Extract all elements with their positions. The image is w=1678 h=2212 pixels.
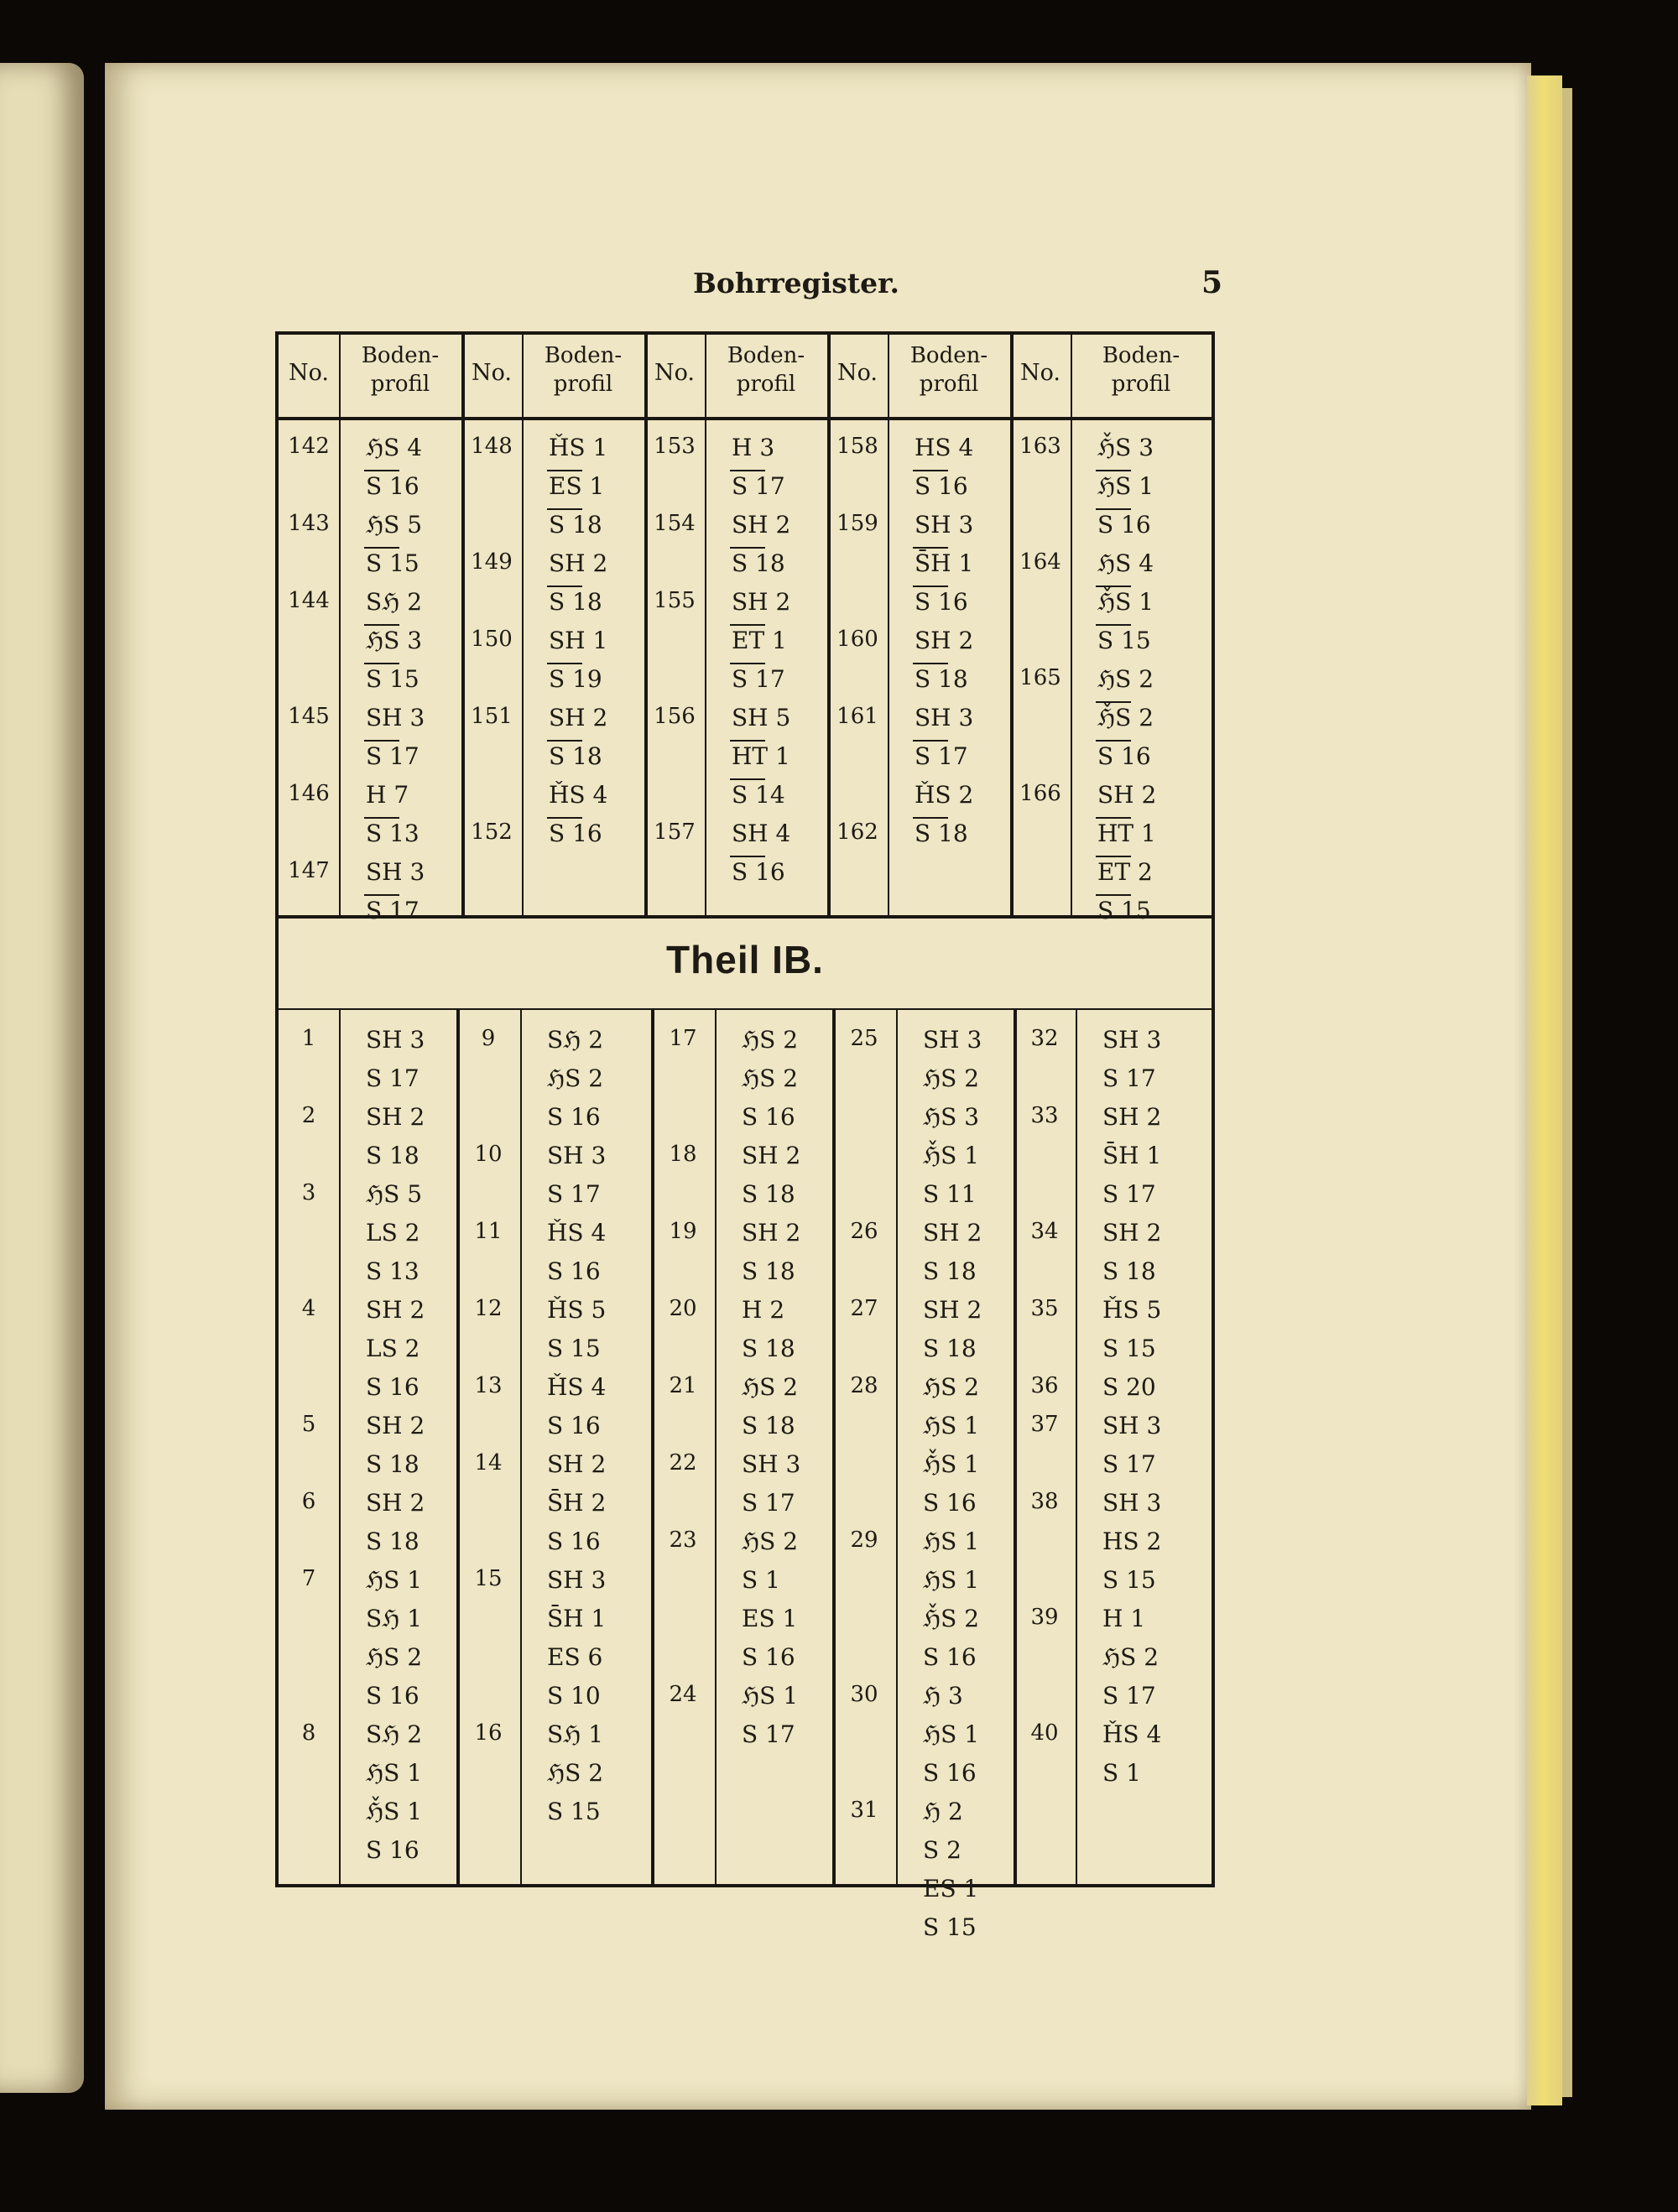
boring-number: 29 xyxy=(850,1528,878,1553)
soil-profile-entry: ES 6 xyxy=(547,1643,603,1671)
soil-profile-entry: S 18 xyxy=(742,1412,795,1439)
soil-profile-entry: ES 1 xyxy=(742,1605,798,1632)
boring-number: 38 xyxy=(1030,1489,1059,1514)
soil-profile-entry: SH 2 xyxy=(1102,1219,1162,1247)
soil-profile-entry: ℌ̌S 1 xyxy=(1097,588,1154,616)
soil-profile-entry: Sℌ 2 xyxy=(366,1720,423,1748)
soil-profile-entry: S 16 xyxy=(547,1412,601,1439)
soil-profile-entry: S 18 xyxy=(915,665,968,693)
section-rule-bottom xyxy=(279,1008,1212,1010)
soil-profile-entry: S 18 xyxy=(549,742,602,770)
soil-profile-entry: H 2 xyxy=(742,1296,785,1324)
soil-profile-entry: S 16 xyxy=(732,858,785,886)
soil-profile-entry: SH 2 xyxy=(923,1219,982,1247)
soil-profile-entry: ℌS 2 xyxy=(547,1759,604,1787)
soil-profile-entry: S 2 xyxy=(923,1836,961,1864)
boring-number: 146 xyxy=(288,781,330,806)
soil-profile-entry: S 17 xyxy=(1102,1450,1156,1478)
soil-profile-entry: SH 2 xyxy=(366,1489,425,1517)
soil-profile-entry: S 14 xyxy=(732,781,785,809)
soil-profile-entry: ℌS 5 xyxy=(366,1180,423,1208)
soil-profile-entry: S 15 xyxy=(366,665,420,693)
boring-number: 12 xyxy=(474,1296,503,1321)
soil-profile-entry: H 1 xyxy=(1102,1605,1146,1632)
soil-profile-entry: SH 3 xyxy=(547,1142,607,1169)
soil-profile-entry: SH 2 xyxy=(742,1142,801,1169)
soil-profile-entry: S 16 xyxy=(923,1759,977,1787)
soil-profile-entry: S 15 xyxy=(923,1913,977,1941)
soil-profile-entry: LS 2 xyxy=(366,1219,420,1247)
soil-profile-entry: SH 2 xyxy=(549,704,608,731)
soil-profile-entry: ℌ̌S 1 xyxy=(923,1142,980,1169)
column-inner-rule xyxy=(715,1010,717,1887)
fraction-rule xyxy=(1096,470,1131,471)
soil-profile-entry: ℌS 4 xyxy=(366,434,423,461)
header-profil: Boden- profil xyxy=(544,343,623,397)
boring-number: 10 xyxy=(474,1142,503,1167)
soil-profile-entry: SH 5 xyxy=(732,704,791,731)
section-title: Theil IB. xyxy=(666,938,824,981)
soil-profile-entry: SH 2 xyxy=(732,511,791,539)
soil-profile-entry: H 7 xyxy=(366,781,409,809)
soil-profile-entry: ȞS 4 xyxy=(547,1373,607,1401)
soil-profile-entry: S 18 xyxy=(742,1180,795,1208)
boring-number: 6 xyxy=(301,1489,316,1514)
soil-profile-entry: ℌS 2 xyxy=(1097,665,1154,693)
boring-number: 34 xyxy=(1030,1219,1059,1244)
soil-profile-entry: SH 3 xyxy=(366,704,425,731)
soil-profile-entry: S 18 xyxy=(366,1528,420,1555)
soil-profile-entry: ℌS 2 xyxy=(742,1373,799,1401)
fraction-rule xyxy=(913,817,948,819)
fraction-rule xyxy=(547,663,582,664)
boring-number: 142 xyxy=(288,434,330,459)
boring-number: 155 xyxy=(654,588,696,613)
fraction-rule xyxy=(547,470,582,471)
soil-profile-entry: S 16 xyxy=(1097,511,1151,539)
soil-profile-entry: S 17 xyxy=(1102,1064,1156,1092)
boring-number: 157 xyxy=(654,820,696,845)
soil-profile-entry: S 15 xyxy=(1102,1335,1156,1362)
soil-profile-entry: S 15 xyxy=(1097,627,1151,654)
soil-profile-entry: S 18 xyxy=(1102,1257,1156,1285)
soil-profile-entry: ℌS 1 xyxy=(366,1566,423,1594)
fraction-rule xyxy=(1096,817,1131,819)
boring-number: 2 xyxy=(301,1103,316,1128)
soil-profile-entry: S 18 xyxy=(915,820,968,847)
soil-profile-entry: ȞS 2 xyxy=(915,781,974,809)
soil-profile-entry: ℌS 2 xyxy=(366,1643,423,1671)
soil-profile-entry: S 17 xyxy=(547,1180,601,1208)
fraction-rule xyxy=(547,817,582,819)
soil-profile-entry: SH 3 xyxy=(547,1566,607,1594)
column-inner-rule xyxy=(1071,335,1072,915)
soil-profile-entry: S 16 xyxy=(547,1257,601,1285)
soil-profile-entry: HT 1 xyxy=(732,742,790,770)
fraction-rule xyxy=(364,470,399,471)
boring-number: 21 xyxy=(669,1373,697,1398)
fraction-rule xyxy=(1096,586,1131,587)
soil-profile-entry: ℌS 3 xyxy=(366,627,423,654)
fraction-rule xyxy=(364,817,399,819)
soil-profile-entry: S 13 xyxy=(366,1257,420,1285)
boring-number: 23 xyxy=(669,1528,697,1553)
soil-profile-entry: S 20 xyxy=(1102,1373,1156,1401)
boring-number: 143 xyxy=(288,511,330,536)
boring-number: 22 xyxy=(669,1450,697,1476)
soil-profile-entry: ℌS 2 xyxy=(923,1064,980,1092)
soil-profile-entry: S 16 xyxy=(915,472,968,500)
fraction-rule xyxy=(547,586,582,587)
boring-number: 9 xyxy=(481,1026,496,1051)
soil-profile-entry: SH 3 xyxy=(915,511,974,539)
boring-number: 166 xyxy=(1019,781,1061,806)
soil-profile-entry: SH 3 xyxy=(1102,1489,1162,1517)
boring-number: 158 xyxy=(836,434,878,459)
boring-number: 19 xyxy=(669,1219,697,1244)
boring-number: 26 xyxy=(850,1219,878,1244)
header-no: No. xyxy=(1020,360,1060,386)
boring-number: 40 xyxy=(1030,1720,1059,1746)
soil-profile-entry: S 16 xyxy=(1097,742,1151,770)
boring-number: 151 xyxy=(471,704,513,729)
soil-profile-entry: S 16 xyxy=(366,1836,420,1864)
soil-profile-entry: S̄H 1 xyxy=(1102,1142,1162,1169)
fraction-rule xyxy=(364,740,399,742)
column-inner-rule xyxy=(1076,1010,1077,1887)
soil-profile-entry: ℌ 2 xyxy=(923,1798,963,1825)
column-inner-rule xyxy=(896,1010,898,1887)
boring-number: 161 xyxy=(836,704,878,729)
boring-number: 37 xyxy=(1030,1412,1059,1437)
boring-number: 39 xyxy=(1030,1605,1059,1630)
soil-profile-entry: Sℌ 2 xyxy=(366,588,423,616)
soil-profile-entry: ℌ̌S 1 xyxy=(923,1450,980,1478)
soil-profile-entry: Sℌ 1 xyxy=(547,1720,604,1748)
boring-number: 14 xyxy=(474,1450,503,1476)
soil-profile-entry: SH 2 xyxy=(366,1296,425,1324)
header-no: No. xyxy=(837,360,878,386)
boring-number: 149 xyxy=(471,549,513,575)
fraction-rule xyxy=(547,740,582,742)
fraction-rule xyxy=(730,663,765,664)
soil-profile-entry: S 17 xyxy=(742,1489,795,1517)
soil-profile-entry: SH 4 xyxy=(732,820,791,847)
soil-profile-entry: ℌ̌S 3 xyxy=(1097,434,1154,461)
soil-profile-entry: ET 1 xyxy=(732,627,787,654)
soil-profile-entry: S 19 xyxy=(549,665,602,693)
soil-profile-entry: ℌ̌S 2 xyxy=(923,1605,980,1632)
boring-number: 28 xyxy=(850,1373,878,1398)
boring-number: 153 xyxy=(654,434,696,459)
header-no: No. xyxy=(289,360,329,386)
soil-profile-entry: ȞS 4 xyxy=(547,1219,607,1247)
soil-profile-entry: S 16 xyxy=(547,1528,601,1555)
soil-profile-entry: S 16 xyxy=(742,1103,795,1131)
soil-profile-entry: S 16 xyxy=(549,820,602,847)
soil-profile-entry: SH 3 xyxy=(1102,1412,1162,1439)
boring-number: 15 xyxy=(474,1566,503,1591)
fraction-rule xyxy=(364,624,399,626)
soil-profile-entry: S 17 xyxy=(732,665,785,693)
boring-number: 25 xyxy=(850,1026,878,1051)
header-profil: Boden- profil xyxy=(361,343,440,397)
soil-profile-entry: S 16 xyxy=(547,1103,601,1131)
fraction-rule xyxy=(730,547,765,549)
header-no: No. xyxy=(472,360,512,386)
fraction-rule xyxy=(913,547,948,549)
soil-profile-entry: S̄H 2 xyxy=(547,1489,607,1517)
boring-number: 18 xyxy=(669,1142,697,1167)
boring-number: 159 xyxy=(836,511,878,536)
soil-profile-entry: SH 2 xyxy=(742,1219,801,1247)
soil-profile-entry: S 18 xyxy=(923,1335,977,1362)
soil-profile-entry: ℌS 2 xyxy=(742,1064,799,1092)
fraction-rule xyxy=(730,740,765,742)
fraction-rule xyxy=(913,470,948,471)
boring-number: 1 xyxy=(301,1026,316,1051)
soil-profile-entry: ȞS 4 xyxy=(1102,1720,1162,1748)
soil-profile-entry: S 15 xyxy=(1102,1566,1156,1594)
soil-profile-entry: S 16 xyxy=(366,1682,420,1710)
soil-profile-entry: S 18 xyxy=(366,1450,420,1478)
header-profil: Boden- profil xyxy=(1102,343,1180,397)
soil-profile-entry: ℌS 2 xyxy=(1102,1643,1159,1671)
soil-profile-entry: S 15 xyxy=(547,1798,601,1825)
boring-number: 8 xyxy=(301,1720,316,1746)
fraction-rule xyxy=(1096,624,1131,626)
soil-profile-entry: ℌ̌S 1 xyxy=(366,1798,423,1825)
column-inner-rule xyxy=(888,335,889,915)
soil-profile-entry: SH 3 xyxy=(1102,1026,1162,1054)
soil-profile-entry: ES 1 xyxy=(549,472,605,500)
soil-profile-entry: S 18 xyxy=(742,1257,795,1285)
soil-profile-entry: S 18 xyxy=(923,1257,977,1285)
soil-profile-entry: ℌS 2 xyxy=(923,1373,980,1401)
soil-profile-entry: S 11 xyxy=(923,1180,977,1208)
boring-number: 11 xyxy=(474,1219,503,1244)
header-profil: Boden- profil xyxy=(909,343,988,397)
soil-profile-entry: ℌS 2 xyxy=(742,1026,799,1054)
column-divider xyxy=(832,1010,836,1887)
boring-number: 164 xyxy=(1019,549,1061,575)
soil-profile-entry: S 17 xyxy=(1102,1682,1156,1710)
soil-profile-entry: LS 2 xyxy=(366,1335,420,1362)
boring-number: 13 xyxy=(474,1373,503,1398)
soil-profile-entry: SH 2 xyxy=(366,1412,425,1439)
soil-profile-entry: SH 2 xyxy=(366,1103,425,1131)
boring-number: 24 xyxy=(669,1682,697,1707)
boring-number: 20 xyxy=(669,1296,697,1321)
soil-profile-entry: S 13 xyxy=(366,820,420,847)
soil-profile-entry: SH 1 xyxy=(549,627,608,654)
soil-profile-entry: S 17 xyxy=(366,742,420,770)
boring-number: 27 xyxy=(850,1296,878,1321)
soil-profile-entry: ℌS 1 xyxy=(742,1682,799,1710)
soil-profile-entry: SH 2 xyxy=(915,627,974,654)
column-inner-rule xyxy=(520,1010,522,1887)
fraction-rule xyxy=(1096,740,1131,742)
soil-profile-entry: ℌS 1 xyxy=(1097,472,1154,500)
soil-profile-entry: ℌS 3 xyxy=(923,1103,980,1131)
soil-profile-entry: SH 2 xyxy=(547,1450,607,1478)
soil-profile-entry: S 18 xyxy=(549,588,602,616)
boring-number: 17 xyxy=(669,1026,697,1051)
fraction-rule xyxy=(547,508,582,510)
boring-number: 162 xyxy=(836,820,878,845)
boring-number: 31 xyxy=(850,1798,878,1823)
soil-profile-entry: ȞS 1 xyxy=(549,434,608,461)
soil-profile-entry: H 3 xyxy=(732,434,775,461)
fraction-rule xyxy=(730,856,765,857)
soil-profile-entry: ℌS 2 xyxy=(547,1064,604,1092)
soil-profile-entry: SH 3 xyxy=(915,704,974,731)
soil-profile-entry: S 16 xyxy=(923,1489,977,1517)
running-title: Bohrregister. xyxy=(693,267,899,299)
soil-profile-entry: HS 4 xyxy=(915,434,974,461)
column-divider xyxy=(1010,335,1014,915)
soil-profile-entry: ȞS 4 xyxy=(549,781,608,809)
soil-profile-entry: S 16 xyxy=(923,1643,977,1671)
fraction-rule xyxy=(364,894,399,896)
soil-profile-entry: S 18 xyxy=(549,511,602,539)
header-no: No. xyxy=(654,360,695,386)
boring-number: 147 xyxy=(288,858,330,883)
soil-profile-entry: S 16 xyxy=(366,472,420,500)
boring-number: 160 xyxy=(836,627,878,652)
soil-profile-entry: Sℌ 1 xyxy=(366,1605,423,1632)
soil-profile-entry: S̄H 1 xyxy=(915,549,974,577)
boring-number: 154 xyxy=(654,511,696,536)
boring-number: 7 xyxy=(301,1566,316,1591)
soil-profile-entry: ℌS 1 xyxy=(923,1528,980,1555)
soil-profile-entry: ES 1 xyxy=(923,1875,979,1902)
soil-profile-entry: SH 3 xyxy=(366,1026,425,1054)
page-stack-edge xyxy=(1527,75,1562,2105)
soil-profile-entry: S̄H 1 xyxy=(547,1605,607,1632)
soil-profile-entry: S 18 xyxy=(742,1335,795,1362)
book-cover-edge xyxy=(1562,88,1572,2097)
boring-number: 32 xyxy=(1030,1026,1059,1051)
soil-profile-entry: S 18 xyxy=(732,549,785,577)
fraction-rule xyxy=(730,470,765,471)
fraction-rule xyxy=(913,740,948,742)
fraction-rule xyxy=(913,586,948,587)
fraction-rule xyxy=(1096,701,1131,703)
boring-number: 35 xyxy=(1030,1296,1059,1321)
soil-profile-entry: S 17 xyxy=(915,742,968,770)
soil-profile-entry: HS 2 xyxy=(1102,1528,1162,1555)
column-inner-rule xyxy=(339,335,341,915)
soil-profile-entry: ℌ 3 xyxy=(923,1682,963,1710)
fraction-rule xyxy=(1096,508,1131,510)
header-profil: Boden- profil xyxy=(727,343,805,397)
soil-profile-entry: HT 1 xyxy=(1097,820,1156,847)
soil-profile-entry: S 10 xyxy=(547,1682,601,1710)
soil-profile-entry: S 17 xyxy=(732,472,785,500)
boring-number: 163 xyxy=(1019,434,1061,459)
soil-profile-entry: SH 2 xyxy=(923,1296,982,1324)
boring-number: 16 xyxy=(474,1720,503,1746)
soil-profile-entry: ℌS 1 xyxy=(923,1412,980,1439)
fraction-rule xyxy=(913,663,948,664)
soil-profile-entry: S 1 xyxy=(742,1566,780,1594)
soil-profile-entry: ℌS 1 xyxy=(923,1720,980,1748)
soil-profile-entry: S 1 xyxy=(1102,1759,1141,1787)
soil-profile-entry: ȞS 5 xyxy=(1102,1296,1162,1324)
soil-profile-entry: Sℌ 2 xyxy=(547,1026,604,1054)
boring-number: 145 xyxy=(288,704,330,729)
soil-profile-entry: S 16 xyxy=(742,1643,795,1671)
fraction-rule xyxy=(730,624,765,626)
soil-profile-entry: SH 2 xyxy=(549,549,608,577)
boring-number: 30 xyxy=(850,1682,878,1707)
soil-profile-entry: ȞS 5 xyxy=(547,1296,607,1324)
fraction-rule xyxy=(730,778,765,780)
boring-number: 152 xyxy=(471,820,513,845)
column-divider xyxy=(1014,1010,1017,1887)
soil-profile-entry: S 15 xyxy=(366,549,420,577)
soil-profile-entry: S 18 xyxy=(366,1142,420,1169)
soil-profile-entry: ℌS 2 xyxy=(742,1528,799,1555)
soil-profile-entry: ℌS 1 xyxy=(923,1566,980,1594)
soil-profile-entry: S 15 xyxy=(1097,897,1151,924)
soil-profile-entry: ℌS 4 xyxy=(1097,549,1154,577)
soil-profile-entry: ℌS 5 xyxy=(366,511,423,539)
boring-number: 148 xyxy=(471,434,513,459)
soil-profile-entry: SH 2 xyxy=(1102,1103,1162,1131)
soil-profile-entry: ET 2 xyxy=(1097,858,1153,886)
column-inner-rule xyxy=(522,335,524,915)
soil-profile-entry: S 17 xyxy=(366,897,420,924)
fraction-rule xyxy=(364,547,399,549)
left-page-edge xyxy=(0,63,84,2093)
boring-number: 165 xyxy=(1019,665,1061,690)
soil-profile-entry: SH 3 xyxy=(366,858,425,886)
column-inner-rule xyxy=(339,1010,341,1887)
soil-profile-entry: ℌ̌S 2 xyxy=(1097,704,1154,731)
boring-number: 33 xyxy=(1030,1103,1059,1128)
soil-profile-entry: SH 2 xyxy=(732,588,791,616)
soil-profile-entry: S 15 xyxy=(547,1335,601,1362)
soil-profile-entry: S 16 xyxy=(366,1373,420,1401)
column-inner-rule xyxy=(705,335,706,915)
bohrregister-table xyxy=(275,331,1215,1941)
soil-profile-entry: SH 3 xyxy=(742,1450,801,1478)
fraction-rule xyxy=(1096,894,1131,896)
soil-profile-entry: S 17 xyxy=(742,1720,795,1748)
soil-profile-entry: SH 2 xyxy=(1097,781,1157,809)
soil-profile-entry: S 17 xyxy=(1102,1180,1156,1208)
fraction-rule xyxy=(364,663,399,664)
boring-number: 4 xyxy=(301,1296,316,1321)
page-number: 5 xyxy=(1201,265,1223,300)
boring-number: 144 xyxy=(288,588,330,613)
boring-number: 3 xyxy=(301,1180,316,1205)
soil-profile-entry: S 16 xyxy=(915,588,968,616)
soil-profile-entry: S 17 xyxy=(366,1064,420,1092)
soil-profile-entry: SH 3 xyxy=(923,1026,982,1054)
soil-profile-entry: ℌS 1 xyxy=(366,1759,423,1787)
boring-number: 36 xyxy=(1030,1373,1059,1398)
boring-number: 5 xyxy=(301,1412,316,1437)
boring-number: 156 xyxy=(654,704,696,729)
fraction-rule xyxy=(1096,856,1131,857)
boring-number: 150 xyxy=(471,627,513,652)
